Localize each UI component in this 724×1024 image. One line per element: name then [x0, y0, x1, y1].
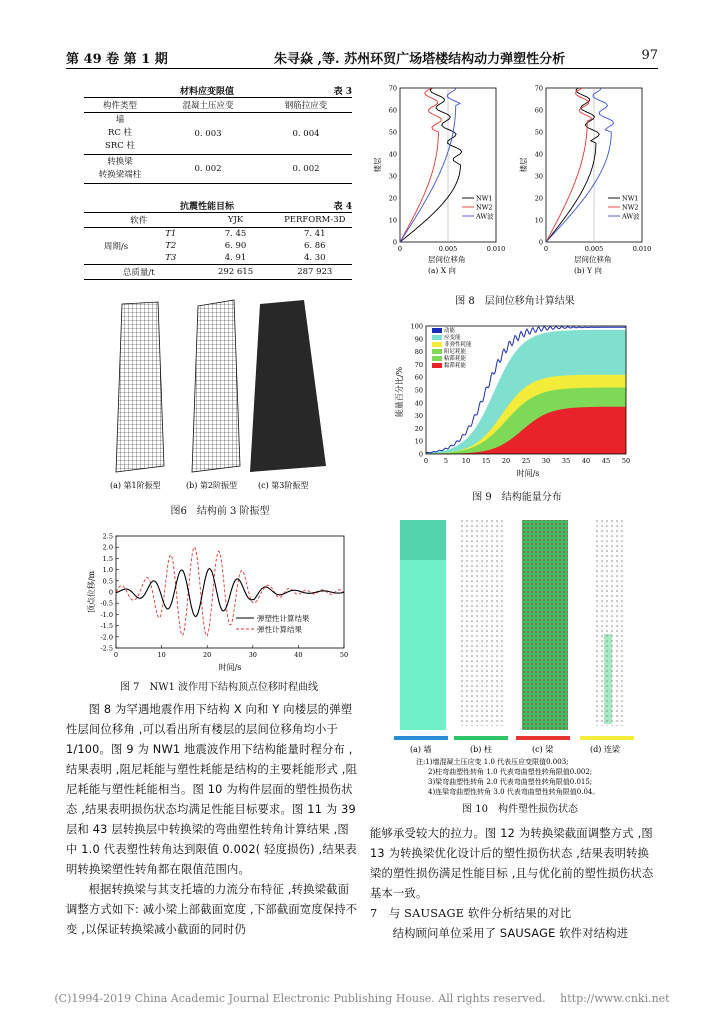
table4-header-row	[84, 213, 352, 228]
table4-cell: 7. 45	[224, 229, 247, 239]
table4-cell: 4. 91	[224, 253, 247, 263]
figure7-ytick-label: 0.5	[102, 577, 113, 586]
figure9-ytick-label: 100	[410, 322, 423, 331]
figure8-xtick-label: 0	[397, 245, 403, 253]
body-text-left	[66, 700, 360, 940]
table4-mass-label: 总质量/t	[122, 268, 155, 278]
figure9-legend-swatch	[432, 356, 442, 361]
table3-cell: 0. 004	[292, 128, 320, 139]
figure8-ytick-label: 70	[534, 84, 543, 93]
figure10-note-4: 4)连梁弯曲塑性转角 3.0 代表弯曲塑性转角限值0.04。	[428, 788, 600, 796]
table3-head-type: 构件类型	[102, 101, 137, 111]
figure9-legend-swatch	[432, 335, 442, 340]
table4-cell: 7. 41	[303, 229, 326, 239]
figure10-note-1: 注:1)墙混凝土压应变 1.0 代表压应变限值0.003;	[416, 758, 569, 766]
page-number: 97	[641, 48, 658, 63]
table4-cell: T1	[165, 229, 177, 239]
figure7-ytick-label: 2.5	[102, 532, 113, 541]
beam-scale-bar	[516, 736, 570, 740]
table4-cell: 287 923	[297, 267, 333, 277]
figure7-xtick-label: 20	[203, 651, 212, 659]
paragraph: 结构顾问单位采用了 SAUSAGE 软件对结构进	[392, 927, 629, 940]
figure7-ylabel: 顶点位移/m	[87, 570, 96, 614]
figure9-caption: 图 9 结构能量分布	[472, 492, 562, 503]
column-model	[460, 520, 504, 726]
figure8-legend-label: NW2	[476, 203, 493, 212]
figure10-sub-c: (c) 梁	[532, 745, 554, 754]
figure10-note-3: 3)梁弯曲塑性转角 2.0 代表弯曲塑性转角限值0.015;	[428, 778, 593, 786]
table3-cell: SRC 柱	[105, 141, 135, 151]
figure8-legend-label: AW波	[476, 212, 494, 221]
table4-head-yjk: YJK	[227, 215, 244, 225]
table3-cell: 0. 003	[194, 128, 222, 139]
figure7-legend-1: 弹塑性计算结果	[257, 614, 310, 623]
figure6-sub-c: (c) 第3阶振型	[258, 481, 309, 490]
figure8-xlabel: 层间位移角	[428, 255, 466, 264]
figure9-xtick-label: 30	[541, 457, 551, 465]
figure8-ytick-label: 20	[388, 194, 397, 203]
figure9-legend-label: 应变能	[444, 335, 461, 341]
figure8-legend-label: NW1	[476, 194, 493, 203]
copyright-footer: (C)1994-2019 China Academic Journal Electronic Publishing House. All rights reserved. http://www.cnki.net	[54, 992, 670, 1005]
table-row	[84, 265, 352, 280]
figure9-xtick-label: 20	[501, 457, 511, 465]
figure9-ytick-label: 90	[414, 335, 423, 344]
figure10-caption: 图 10 构件塑性损伤状态	[462, 804, 578, 815]
figure8-xtick-label: 0.005	[584, 245, 604, 253]
figure8-ytick-label: 30	[534, 172, 543, 181]
paragraph: 能够承受较大的拉力。图 12 为转换梁截面调整方式 ,图 13 为转换梁优化设计后的塑性损伤状态 ,结果表明转换梁的塑性损伤满足性能目标 ,且与优化前的塑性损伤状态基本一致。	[370, 827, 654, 900]
table3-head-steel: 钢筋拉应变	[284, 101, 328, 111]
table4-cell: 4. 30	[303, 253, 326, 263]
table3-cell: 转换梁端柱	[98, 170, 142, 180]
figure9-xtick-label: 0	[423, 457, 429, 465]
figure8-series-2	[400, 88, 441, 242]
figure9-ytick-label: 80	[414, 348, 423, 357]
figure8-xtick-label: 0.005	[438, 245, 458, 253]
figure7-ytick-label: -1.0	[100, 610, 113, 619]
table4-cell: T3	[165, 253, 177, 263]
figure6-mode-shapes	[100, 296, 340, 496]
figure8-ytick-label: 50	[388, 128, 397, 137]
figure9-legend-label: 黏滞耗能	[444, 363, 467, 369]
figure7-ytick-label: -2.0	[100, 633, 113, 642]
figure9-ytick-label: 10	[414, 437, 423, 446]
figure8-ytick-label: 60	[388, 106, 397, 115]
figure9-xtick-label: 40	[581, 457, 591, 465]
figure8-ytick-label: 70	[388, 84, 397, 93]
figure9-ytick-label: 20	[414, 424, 423, 433]
table-row	[84, 113, 352, 155]
figure10-sub-a: (a) 墙	[410, 745, 432, 754]
figure6-sub-b: (b) 第2阶振型	[186, 481, 237, 490]
figure6-caption: 图6 结构前 3 阶振型	[170, 506, 270, 517]
figure7-caption: 图 7 NW1 波作用下结构顶点位移时程曲线	[119, 682, 319, 693]
figure9-xtick-label: 50	[621, 457, 631, 465]
figure7-ytick-label: 1.0	[102, 566, 113, 575]
figure8-sublabel: (b) Y 向	[574, 266, 602, 275]
column-scale-bar	[454, 736, 508, 740]
figure7-plastic-series	[116, 569, 344, 617]
running-header	[66, 48, 658, 68]
figure8-ytick-label: 10	[534, 216, 543, 225]
figure9-legend-label: 粘滞耗能	[444, 356, 467, 362]
figure10-beam	[522, 520, 568, 730]
figure9-legend-swatch	[432, 342, 442, 347]
figure7-elastic-series	[116, 547, 344, 636]
table4-period-label: 周期/s	[84, 228, 148, 265]
figure8-series-3	[400, 88, 460, 242]
figure10-sub-d: (d) 连梁	[590, 745, 620, 754]
volume-issue: 第 49 卷 第 1 期	[66, 52, 168, 67]
table4-cell: T2	[165, 241, 177, 251]
wall-model-top	[400, 520, 446, 560]
figure7-xtick-label: 50	[339, 651, 349, 659]
figure9-legend-label: 阻尼耗能	[444, 349, 467, 355]
figure8-chart	[370, 80, 660, 288]
header-rule	[66, 68, 658, 69]
table4-head-perform: PERFORM-3D	[284, 215, 346, 225]
figure8-ytick-label: 0	[538, 238, 543, 247]
figure8-xtick-label: 0.010	[486, 245, 506, 253]
table4-label: 表 4	[333, 202, 352, 212]
figure9-legend-swatch	[432, 349, 442, 354]
figure7-chart	[84, 530, 354, 676]
figure10-note-2: 2)柱弯曲塑性转角 1.0 代表弯曲塑性转角限值0.002;	[428, 768, 593, 776]
figure8-ytick-label: 10	[388, 216, 397, 225]
figure8-sublabel: (a) X 向	[428, 266, 456, 275]
figure9-xtick-label: 15	[481, 457, 491, 465]
table4	[84, 212, 352, 280]
table3-header-row	[84, 98, 352, 113]
table4-cell: 292 615	[217, 267, 254, 277]
figure8-ytick-label: 30	[388, 172, 397, 181]
figure8-legend-label: NW2	[622, 203, 639, 212]
figure8b	[518, 85, 651, 276]
section-heading: 7 与 SAUSAGE 软件分析结果的对比	[370, 907, 572, 920]
mode-shape-2-mesh	[192, 300, 240, 472]
table3-cell: 0. 002	[292, 164, 320, 174]
figure8a	[372, 85, 505, 276]
figure8-caption: 图 8 层间位移角计算结果	[455, 296, 575, 307]
figure9-chart	[392, 320, 642, 480]
figure7-ytick-label: -0.5	[100, 599, 113, 608]
article-running-title: 朱寻焱 ,等. 苏州环贸广场塔楼结构动力弹塑性分析	[274, 52, 566, 67]
figure8-xtick-label: 0	[543, 245, 549, 253]
figure9-ytick-label: 50	[414, 386, 423, 395]
figure9-ytick-label: 60	[414, 373, 423, 382]
figure7-legend-2: 弹性计算结果	[257, 625, 302, 634]
table4-cell: 6. 90	[224, 241, 247, 251]
figure9-xtick-label: 35	[561, 457, 571, 465]
paragraph: 图 8 为罕遇地震作用下结构 X 向和 Y 向楼层的弹塑性层间位移角 ,可以看出所有楼层的层间位移角均小于 1/100。图 9 为 NW1 地震波作用下结构能量时程分布 ,结果表明 ,阻尼耗能与塑性耗能是结构的主要耗能形式 ,阻尼耗能与塑性耗能相当。图 10 为构件层面的塑性损伤状态 ,结果表明损伤状态均满足性能目标要求。图 11 为 39 层和 43 层转换层中转换梁的弯曲塑性转角计算结果 ,图中 1.0 代表塑性转角达到限值 0.002( 轻度损伤) ,结果表明转换梁塑性转角都在限值范围内。	[66, 703, 358, 876]
beam-model	[522, 520, 568, 730]
figure9-xtick-label: 25	[521, 457, 531, 465]
figure8-series-1	[400, 88, 462, 242]
figure9-legend-label: 动能	[444, 328, 456, 334]
figure8-ytick-label: 20	[534, 194, 543, 203]
figure8-ytick-label: 40	[388, 150, 397, 159]
figure7-xtick-label: 0	[113, 651, 119, 659]
table-row	[84, 155, 352, 184]
table3-cell: 墙	[115, 115, 125, 125]
figure8-ytick-label: 60	[534, 106, 543, 115]
table-row	[84, 228, 352, 241]
figure9-ytick-label: 70	[414, 360, 423, 369]
figure10-coupling-beam	[596, 520, 624, 726]
figure10-column	[460, 520, 504, 726]
figure8-ylabel: 楼层	[519, 157, 528, 173]
figure8-series-1	[546, 88, 599, 242]
table4-title: 抗震性能目标	[180, 202, 235, 212]
figure7-ytick-label: 1.5	[102, 554, 113, 563]
figure7-ytick-label: 2.0	[102, 543, 113, 552]
body-text-right	[370, 824, 660, 944]
figure10-wall	[400, 520, 446, 730]
figure8-legend-label: AW波	[622, 212, 640, 221]
figure8-xtick-label: 0.010	[632, 245, 652, 253]
figure6-sub-a: (a) 第1阶振型	[110, 481, 161, 490]
figure8-ytick-label: 40	[534, 150, 543, 159]
coupling-scale-bar	[580, 736, 634, 740]
figure9-xtick-label: 5	[443, 457, 449, 465]
figure9-legend-swatch	[432, 328, 442, 333]
paragraph: 根据转换梁与其支托墙的力流分布特征 ,转换梁截面调整方式如下: 减小梁上部截面宽度 ,下部截面宽度保持不变 ,以保证转换梁减小截面的同时仍	[66, 883, 358, 936]
figure9-xlabel: 时间/s	[516, 469, 540, 478]
figure7-ytick-label: 0	[108, 588, 113, 597]
figure8-legend-label: NW1	[622, 194, 639, 203]
figure7-xtick-label: 10	[157, 651, 166, 659]
table3-cell: 转换梁	[107, 157, 133, 167]
figure7-ytick-label: -1.5	[100, 622, 113, 631]
table4-head-software: 软件	[130, 216, 148, 226]
figure9-xtick-label: 10	[461, 457, 471, 465]
figure8-xlabel: 层间位移角	[574, 255, 612, 264]
figure8-ytick-label: 0	[392, 238, 397, 247]
figure8-ylabel: 楼层	[373, 157, 382, 173]
table3-title: 材料应变限值	[180, 87, 235, 97]
figure9-legend-label: 非弹性耗能	[444, 342, 472, 348]
figure7-xlabel: 时间/s	[218, 663, 242, 672]
mode-shape-3-mesh	[250, 300, 326, 472]
figure7-xtick-label: 40	[294, 651, 303, 659]
figure7-ytick-label: -2.5	[100, 644, 113, 653]
figure9-ytick-label: 40	[414, 399, 423, 408]
table3	[84, 97, 352, 184]
figure9-ytick-label: 0	[418, 450, 423, 459]
figure8-ytick-label: 50	[534, 128, 543, 137]
figure9-xtick-label: 45	[601, 457, 611, 465]
wall-scale-bar	[394, 736, 448, 740]
figure10-sub-b: (b) 柱	[470, 745, 492, 754]
figure7-xtick-label: 30	[248, 651, 257, 659]
table3-label: 表 3	[333, 87, 352, 97]
table3-head-concrete: 混凝土压应变	[182, 101, 234, 111]
table3-cell: RC 柱	[107, 128, 133, 138]
table3-cell: 0. 002	[194, 164, 222, 174]
figure9-ytick-label: 30	[414, 412, 423, 421]
table4-cell: 6. 86	[303, 241, 326, 251]
figure9-ylabel: 能量百分比/%	[395, 366, 404, 418]
figure9-legend-swatch	[432, 363, 442, 368]
figure10-damage-states	[390, 514, 650, 800]
coupling-beam-damage	[604, 634, 612, 724]
mode-shape-1-mesh	[116, 302, 164, 472]
